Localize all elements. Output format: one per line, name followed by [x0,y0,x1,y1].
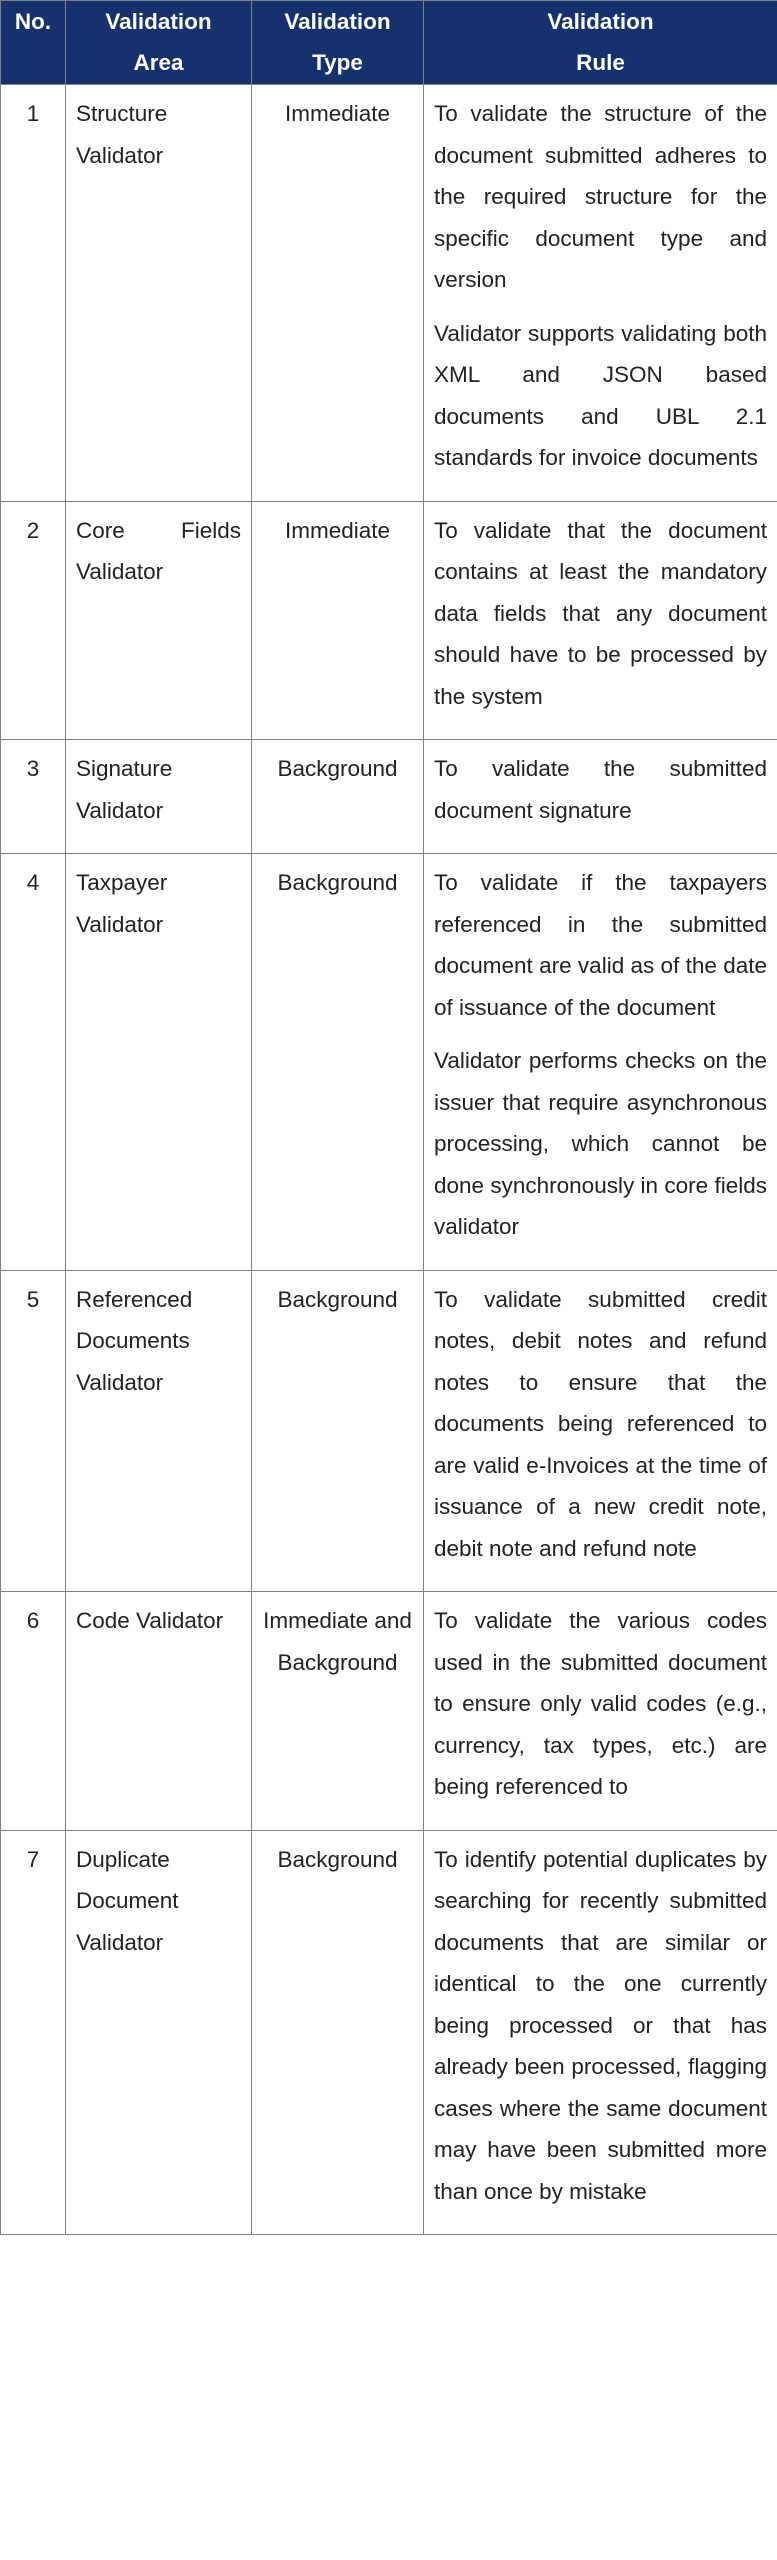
validation-area: Referenced Documents Validator [66,1270,252,1592]
table-row [1,740,777,854]
validation-area: Taxpayer Validator [66,854,252,1271]
validation-type: Immediate [252,85,424,502]
table-row [1,1270,777,1592]
validation-rule [424,501,777,740]
validation-type: Background [252,854,424,1271]
validation-type: Background [252,740,424,854]
table-row [1,501,777,740]
rule-paragraph: To validate if the taxpayers referenced in the submitted document are valid as of the date of issuance of the document [434,870,767,1020]
header-no [1,1,66,85]
header-validation-area [66,1,252,85]
validation-area: Code Validator [66,1592,252,1831]
table-body [1,85,777,2235]
table-row [1,854,777,1271]
validation-type: Background [252,1270,424,1592]
header-validation-type [252,1,424,85]
header-row [1,1,777,85]
row-number: 4 [1,854,66,1271]
table-header [1,1,777,85]
rule-paragraph: To validate the various codes used in the submitted document to ensure only valid codes (e.g., currency, tax types, etc.) are being referenced to [434,1608,767,1799]
validation-area: Structure Validator [66,85,252,502]
rule-paragraph: To validate submitted credit notes, debit notes and refund notes to ensure that the documents being referenced to are valid e-Invoices at the time of issuance of a new credit note, debit note and refund note [434,1286,767,1561]
header-area-line: Validation [105,9,212,34]
validation-area: Signature Validator [66,740,252,854]
validation-area: Duplicate Document Validator [66,1830,252,2235]
row-number: 6 [1,1592,66,1831]
row-number: 1 [1,85,66,502]
table-row [1,85,777,502]
validation-rule [424,740,777,854]
header-rule-line: Validation [547,9,654,34]
validation-rule [424,854,777,1271]
validation-area: Core Fields Validator [66,501,252,740]
row-number: 3 [1,740,66,854]
rule-paragraph: To validate that the document contains at least the mandatory data fields that any document should have to be processed by the system [434,517,767,709]
header-area-line: Area [133,50,184,75]
header-type-line: Validation [284,9,391,34]
rule-paragraph: Validator performs checks on the issuer that require asynchronous processing, which cannot be done synchronously in core fields validator [434,1048,767,1239]
header-type-line: Type [312,50,363,75]
table-row [1,1592,777,1831]
header-validation-rule [424,1,777,85]
rule-paragraph: To validate the structure of the document submitted adheres to the required structure for the specific document type and version [434,101,767,292]
validation-type: Background [252,1830,424,2235]
validation-rule [424,85,777,502]
row-number: 7 [1,1830,66,2235]
row-number: 2 [1,501,66,740]
rule-paragraph: To identify potential duplicates by searching for recently submitted documents that are similar or identical to the one currently being processed or that has already been processed, flagging cases where the same document may have been submitted more than once by mistake [434,1846,767,2204]
header-rule-line: Rule [576,50,625,75]
validation-rule [424,1270,777,1592]
validation-type: Immediate [252,501,424,740]
rule-paragraph: To validate the submitted document signature [434,756,767,823]
header-no-label: No. [14,9,52,34]
rule-paragraph: Validator supports validating both XML and JSON based documents and UBL 2.1 standards for invoice documents [434,320,767,470]
validation-rule [424,1830,777,2235]
validation-type: Immediate and Background [252,1592,424,1831]
validation-rule [424,1592,777,1831]
table-row [1,1830,777,2235]
row-number: 5 [1,1270,66,1592]
